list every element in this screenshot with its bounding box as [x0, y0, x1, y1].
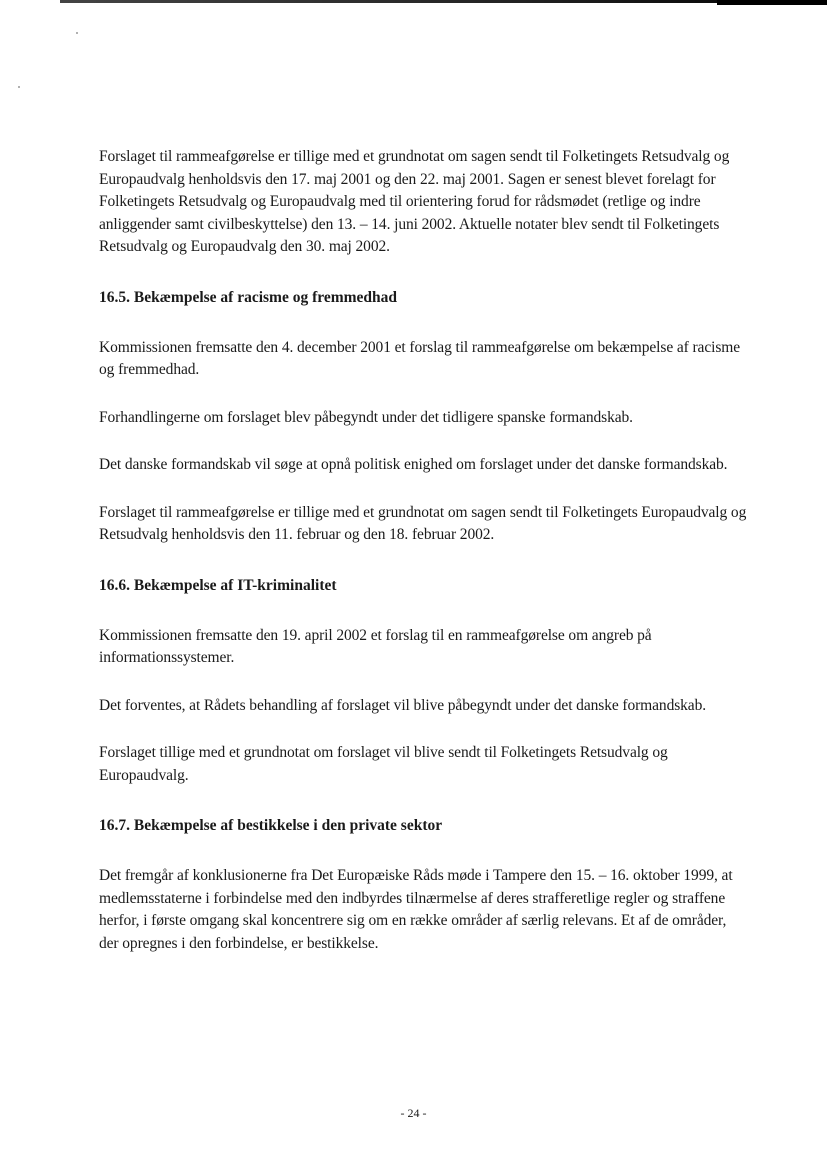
document-body: [99, 146, 749, 955]
section-heading-16-7: 16.7. Bekæmpelse af bestikkelse i den private sektor: [99, 817, 443, 834]
top-border-line: [60, 0, 827, 3]
scan-speck: [18, 86, 20, 88]
scan-speck: [76, 32, 78, 34]
paragraph-kommissionen-racisme: Kommissionen fremsatte den 4. december 2001 et forslag til rammeafgørelse om bekæmpelse af racisme og fremmedhad.: [99, 338, 740, 378]
paragraph-tampere: Det fremgår af konklusionerne fra Det Europæiske Råds møde i Tampere den 15. – 16. oktober 1999, at medlemsstaterne i forbindelse med den indbyrdes tilnærmelse af deres strafferetlige regler og straffene herfor, i første omgang skal koncentrere sig om en række områder af særlig relevans. Et af de områder, der opregnes i den forbindelse, er bestikkelse.: [99, 867, 733, 952]
top-border-accent: [717, 0, 827, 5]
section-heading-16-5: 16.5. Bekæmpelse af racisme og fremmedhad: [99, 288, 398, 306]
page-number: - 24 -: [400, 1106, 427, 1120]
section-heading-16-6: 16.6. Bekæmpelse af IT-kriminalitet: [99, 576, 337, 594]
paragraph-kommissionen-it: Kommissionen fremsatte den 19. april 2002 et forslag til en rammeafgørelse om angreb på informationssystemer.: [99, 626, 652, 666]
paragraph-raadets-behandling: Det forventes, at Rådets behandling af forslaget vil blive påbegyndt under det danske formandskab.: [99, 696, 706, 714]
paragraph-forhandlingerne: Forhandlingerne om forslaget blev påbegyndt under det tidligere spanske formandskab.: [99, 408, 633, 426]
paragraph-grundnotat-europaudvalg: Forslaget til rammeafgørelse er tillige med et grundnotat om sagen sendt til Folketingets Europaudvalg og Retsudvalg henholdsvis den 11. februar og den 18. februar 2002.: [99, 503, 747, 543]
paragraph-danske-formandskab: Det danske formandskab vil søge at opnå politisk enighed om forslaget under det danske formandskab.: [99, 456, 728, 473]
paragraph-grundnotat-retsudvalg: Forslaget tillige med et grundnotat om forslaget vil blive sendt til Folketingets Retsudvalg og Europaudvalg.: [99, 744, 668, 784]
paragraph-retsudvalg-europaudvalg: Forslaget til rammeafgørelse er tillige med et grundnotat om sagen sendt til Folketingets Retsudvalg og Europaudvalg henholdsvis den 17. maj 2001 og den 22. maj 2001. Sagen er senest blevet forelagt for Folketingets Retsudvalg og Europaudvalg med til orientering forud for rådsmødet (retlige og indre anliggender samt civilbeskyttelse) den 13. – 14. juni 2002. Aktuelle notater blev sendt til Folketingets Retsudvalg og Europaudvalg den 30. maj 2002.: [99, 148, 730, 255]
